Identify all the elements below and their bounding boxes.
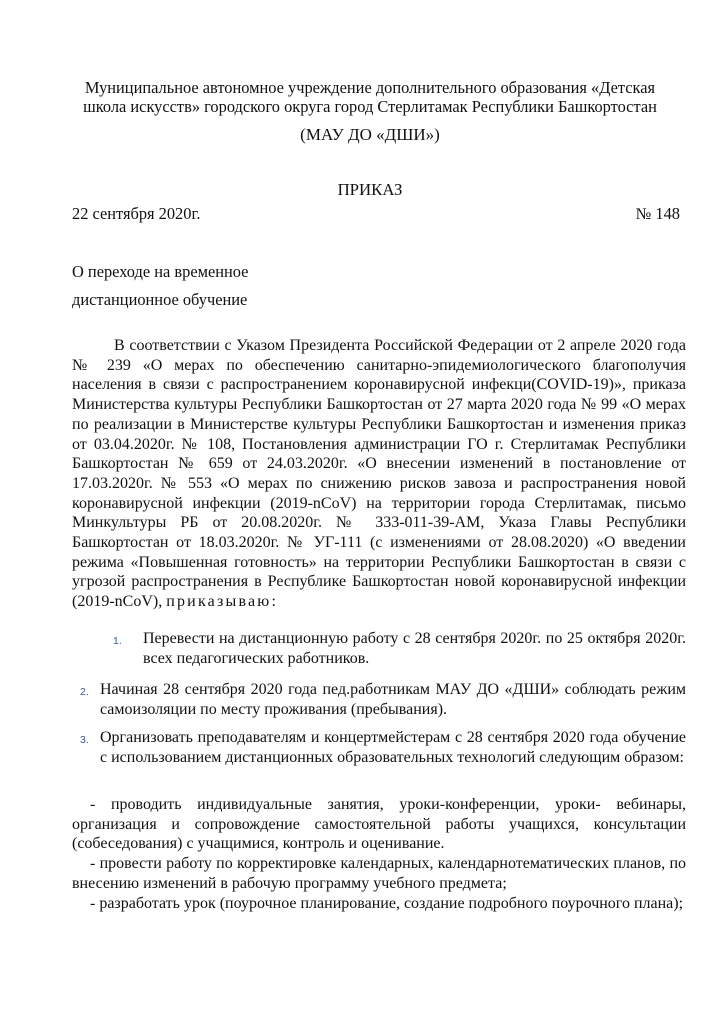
order-subject [72, 258, 392, 314]
bullet-item: - провести работу по корректировке календарных, календарнотематических планов, по внесению изменений в рабочую программу учебного предмета; [72, 855, 686, 892]
organization-line-1: Муниципальное автономное учреждение дополнительного образования «Детская [84, 78, 656, 97]
bullet-item: - разработать урок (поурочное планирование, создание подробного поурочного плана); [90, 894, 684, 912]
item-3-marker: 3. [80, 734, 89, 746]
item-1-marker: 1. [113, 635, 122, 647]
organization-name [60, 78, 680, 116]
bullet-list [72, 795, 686, 913]
item-2-marker: 2. [80, 686, 89, 698]
organization-line-2: школа искусств» городского округа город Стерлитамак Республики Башкортостан [83, 97, 657, 116]
document-title: ПРИКАЗ [337, 180, 403, 199]
preamble-paragraph [72, 336, 686, 612]
decree-word: приказываю: [166, 593, 279, 611]
order-number: № 148 [635, 204, 680, 223]
order-date: 22 сентября 2020г. [72, 204, 201, 223]
preamble-text: В соответствии с Указом Президента Российской Федерации от 2 апреле 2020 года № 239 «О мерах по обеспечению санитарно-эпидемиологического благополучия населения в связи с распространением коронавирусной инфекци(COVID-19)», приказа Министерства культуры Республики Башкортостан от 27 марта 2020 года № 99 «О мерах по реализации в Министерстве культуры Республики Башкортостан и изменения приказ от 03.04.2020г. № 108, Постановления администрации ГО г. Стерлитамак Республики Башкортостан № 659 от 24.03.2020г. «О внесении изменений в постановление от 17.03.2020г. № 553 «О мерах по снижению рисков завоза и распространения новой коронавирусной инфекции (2019-nCoV) на территории города Стерлитамак, письмо Минкультуры РБ от 20.08.2020г. № 333-011-39-АМ, Указа Главы Республики Башкортостан от 18.03.2020г. № УГ-111 (с изменениями от 28.08.2020) «О введении режима «Повышенная готовность» на территории Республики Башкортостан в связи с угрозой распространения в Республике Башкортостан новой коронавирусной инфекции (2019-nCoV), [72, 337, 686, 611]
subject-line-1: О переходе на временное [72, 262, 249, 281]
item-1-text: Перевести на дистанционную работу с 28 сентября 2020г. по 25 октября 2020г. всех педагогических работников. [143, 630, 686, 667]
subject-line-2: дистанционное обучение [72, 290, 248, 309]
bullet-item: - проводить индивидуальные занятия, уроки-конференции, уроки- вебинары, организация и сопровождение самостоятельной работы учащихся, консультации (собеседования) с учащимися, контроль и оценивание. [72, 796, 686, 853]
organization-abbreviation: (МАУ ДО «ДШИ») [300, 125, 440, 144]
item-2-text: Начиная 28 сентября 2020 года пед.работникам МАУ ДО «ДШИ» соблюдать режим самоизоляции по месту проживания (пребывания). [100, 681, 686, 718]
item-3-text: Организовать преподавателям и концертмейстерам с 28 сентября 2020 года обучение с использованием дистанционных образовательных технологий следующим образом: [100, 729, 686, 766]
